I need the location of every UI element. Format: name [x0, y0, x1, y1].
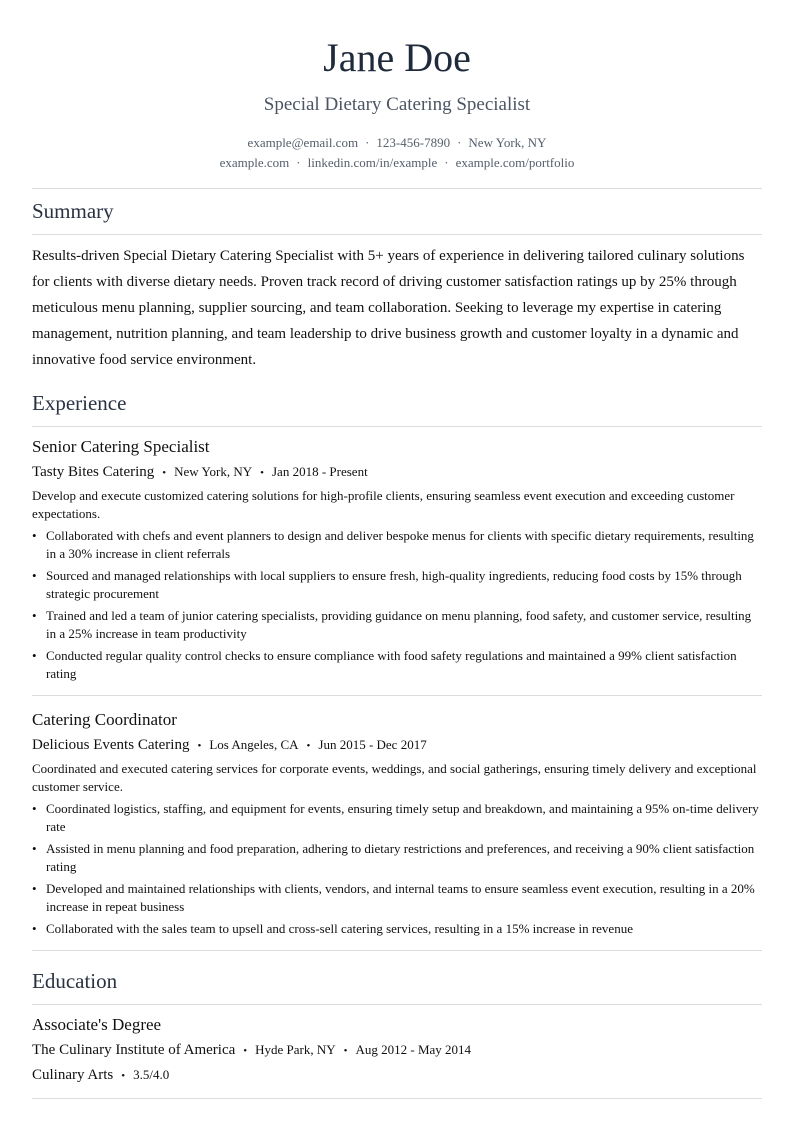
separator: ·	[296, 155, 301, 170]
contact-line-1	[0, 134, 794, 152]
job-meta	[32, 736, 427, 755]
divider	[32, 695, 762, 696]
separator: ·	[457, 135, 462, 150]
separator: ·	[444, 155, 449, 170]
experience-heading: Experience	[32, 391, 127, 415]
bullet-marker: •	[32, 528, 37, 543]
job-bullets	[32, 527, 762, 687]
location-text: New York, NY	[468, 135, 547, 150]
divider	[32, 188, 762, 189]
bullet-marker: •	[32, 568, 37, 583]
bullet-text: Coordinated logistics, staffing, and equipment for events, ensuring timely setup and breakdown, and maintaining a 95% on-time delivery rate	[46, 801, 759, 834]
job-location: Los Angeles, CA	[209, 737, 299, 752]
bullet-text: Trained and led a team of junior catering specialists, providing guidance on menu planning, food safety, and customer service, resulting in a 25% increase in team productivity	[46, 608, 752, 641]
school-location: Hyde Park, NY	[255, 1042, 336, 1057]
list-item	[32, 647, 762, 683]
bullet-text: Sourced and managed relationships with local suppliers to ensure fresh, high-quality ingredients, reducing food costs by 15% through strategic procurement	[46, 568, 742, 601]
job-dates: Jan 2018 - Present	[272, 464, 368, 479]
bullet-text: Collaborated with chefs and event planners to design and deliver bespoke menus for clients with specific dietary requirements, resulting in a 30% increase in client referrals	[46, 528, 754, 561]
job-bullets	[32, 800, 762, 942]
portfolio-link[interactable]: example.com/portfolio	[455, 155, 575, 170]
job-description: Coordinated and executed catering services for corporate events, weddings, and social gatherings, ensuring timely delivery and exceptional customer service.	[32, 761, 757, 794]
bullet-marker: •	[32, 841, 37, 856]
school-name: The Culinary Institute of America	[32, 1042, 236, 1058]
bullet-separator: •	[343, 1045, 348, 1057]
list-item	[32, 840, 762, 876]
education-heading: Education	[32, 969, 118, 993]
bullet-text: Assisted in menu planning and food preparation, adhering to dietary restrictions and preferences, and receiving a 90% client satisfaction rating	[46, 841, 755, 874]
separator: ·	[365, 135, 370, 150]
website-link[interactable]: example.com	[219, 155, 290, 170]
job-location: New York, NY	[174, 464, 253, 479]
list-item	[32, 800, 762, 836]
bullet-text: Conducted regular quality control checks to ensure compliance with food safety regulations and maintained a 99% client satisfaction rating	[46, 648, 737, 681]
bullet-marker: •	[32, 801, 37, 816]
divider	[32, 234, 762, 235]
summary-heading: Summary	[32, 199, 114, 223]
bullet-marker: •	[32, 608, 37, 623]
bullet-separator: •	[260, 467, 264, 479]
bullet-marker: •	[32, 921, 37, 936]
bullet-separator: •	[197, 740, 202, 752]
candidate-title: Special Dietary Catering Specialist	[263, 94, 531, 115]
job-description: Develop and execute customized catering solutions for high-profile clients, ensuring seamless event execution and exceeding customer expectations.	[32, 488, 735, 521]
education-meta	[32, 1041, 471, 1060]
list-item	[32, 880, 762, 916]
bullet-marker: •	[32, 881, 37, 896]
gpa-text: 3.5/4.0	[133, 1067, 170, 1082]
field-meta	[32, 1066, 169, 1085]
list-item	[32, 527, 762, 563]
job-dates: Jun 2015 - Dec 2017	[318, 737, 427, 752]
divider	[32, 950, 762, 951]
list-item	[32, 567, 762, 603]
divider	[32, 426, 762, 427]
bullet-text: Developed and maintained relationships with clients, vendors, and internal teams to ensure seamless event execution, resulting in a 20% increase in repeat business	[46, 881, 755, 914]
bullet-text: Collaborated with the sales team to upsell and cross-sell catering services, resulting in a 15% increase in revenue	[46, 921, 633, 936]
bullet-separator: •	[306, 740, 311, 752]
summary-text: Results-driven Special Dietary Catering Specialist with 5+ years of experience in delivering tailored culinary solutions for clients with diverse dietary needs. Proven track record of driving customer satisfaction ratings up by 25% through meticulous menu planning, supplier sourcing, and team collaboration. Seeking to leverage my expertise in catering management, nutrition planning, and team leadership to drive business growth and customer loyalty in a dynamic and innovative food service environment.	[32, 248, 745, 368]
company-name: Tasty Bites Catering	[32, 464, 155, 480]
company-name: Delicious Events Catering	[32, 737, 190, 753]
bullet-separator: •	[121, 1070, 126, 1082]
bullet-separator: •	[162, 467, 167, 479]
job-title: Senior Catering Specialist	[32, 437, 210, 456]
education-dates: Aug 2012 - May 2014	[355, 1042, 472, 1057]
list-item	[32, 607, 762, 643]
candidate-name: Jane Doe	[323, 35, 471, 80]
job-meta	[32, 463, 368, 482]
list-item	[32, 920, 762, 938]
divider	[32, 1004, 762, 1005]
phone-text: 123-456-7890	[376, 135, 451, 150]
bullet-separator: •	[243, 1045, 248, 1057]
degree-title: Associate's Degree	[32, 1015, 162, 1034]
job-title: Catering Coordinator	[32, 710, 177, 729]
contact-line-2	[0, 154, 794, 172]
divider	[32, 1098, 762, 1099]
email-link[interactable]: example@email.com	[247, 135, 359, 150]
field-of-study: Culinary Arts	[32, 1067, 114, 1083]
bullet-marker: •	[32, 648, 37, 663]
linkedin-link[interactable]: linkedin.com/in/example	[307, 155, 438, 170]
